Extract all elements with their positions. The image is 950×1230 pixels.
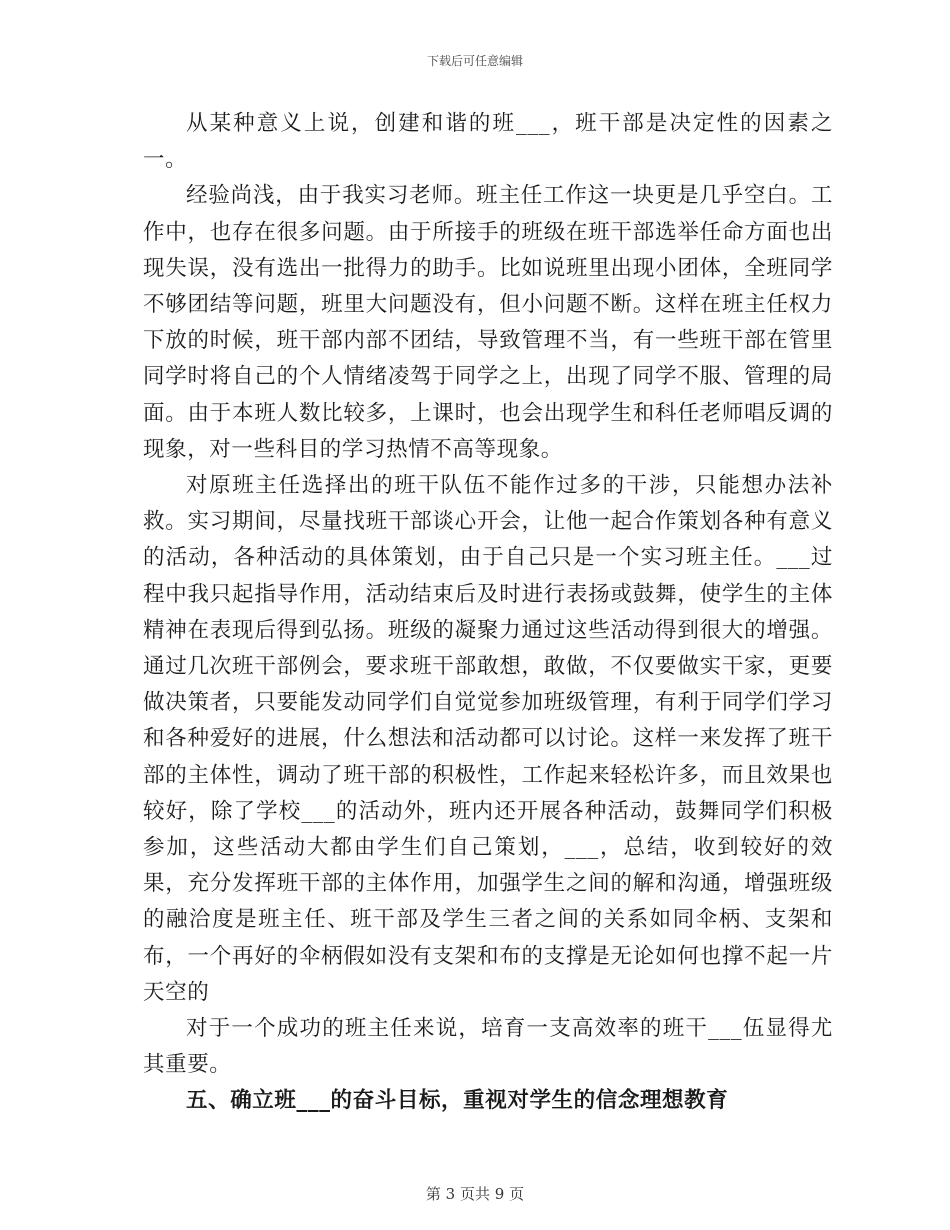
- paragraph-2: 经验尚浅，由于我实习老师。班主任工作这一块更是几乎空白。工作中，也存在很多问题。由于所接手的班级在班干部选举任命方面也出现失误，没有选出一批得力的助手。比如说班里出现小团体，全班同学不够团结等问题，班里大问题没有，但小问题不断。这样在班主任权力下放的时候，班干部内部不团结，导致管理不当，有一些班干部在管里同学时将自己的个人情绪凌驾于同学之上，出现了同学不服、管理的局面。由于本班人数比较多，上课时，也会出现学生和科任老师唱反调的现象，对一些科目的学习热情不高等现象。: [143, 183, 833, 462]
- paragraph-3: 对原班主任选择出的班干队伍不能作过多的干涉，只能想办法补救。实习期间，尽量找班干部谈心开会，让他一起合作策划各种有意义的活动，各种活动的具体策划，由于自己只是一个实习班主任。___过程中我只起指导作用，活动结束后及时进行表扬或鼓舞，使学生的主体精神在表现后得到弘扬。班级的凝聚力通过这些活动得到很大的增强。通过几次班干部例会，要求班干部敢想，敢做，不仅要做实干家，更要做决策者，只要能发动同学们自觉觉参加班级管理，有利于同学们学习和各种爱好的进展，什么想法和活动都可以讨论。这样一来发挥了班干部的主体性，调动了班干部的积极性，工作起来轻松许多，而且效果也较好，除了学校___的活动外，班内还开展各种活动，鼓舞同学们积极参加，这些活动大都由学生们自己策划，___，总结，收到较好的效果，充分发挥班干部的主体作用，加强学生之间的解和沟通，增强班级的融洽度是班主任、班干部及学生三者之间的关系如同伞柄、支架和布，一个再好的伞柄假如没有支架和布的支撑是无论如何也撑不起一片天空的: [143, 473, 833, 1005]
- page-header: 下载后可任意编辑: [426, 54, 523, 68]
- section-heading: 五、确立班___的奋斗目标，重视对学生的信念理想教育: [186, 1088, 729, 1114]
- document-body: [143, 106, 833, 1120]
- page-footer: 第 3 页共 9 页: [425, 1185, 525, 1203]
- paragraph-1: 从某种意义上说，创建和谐的班___，班干部是决定性的因素之一。: [143, 111, 833, 173]
- paragraph-4: 对于一个成功的班主任来说，培育一支高效率的班干___伍显得尤其重要。: [143, 1016, 833, 1078]
